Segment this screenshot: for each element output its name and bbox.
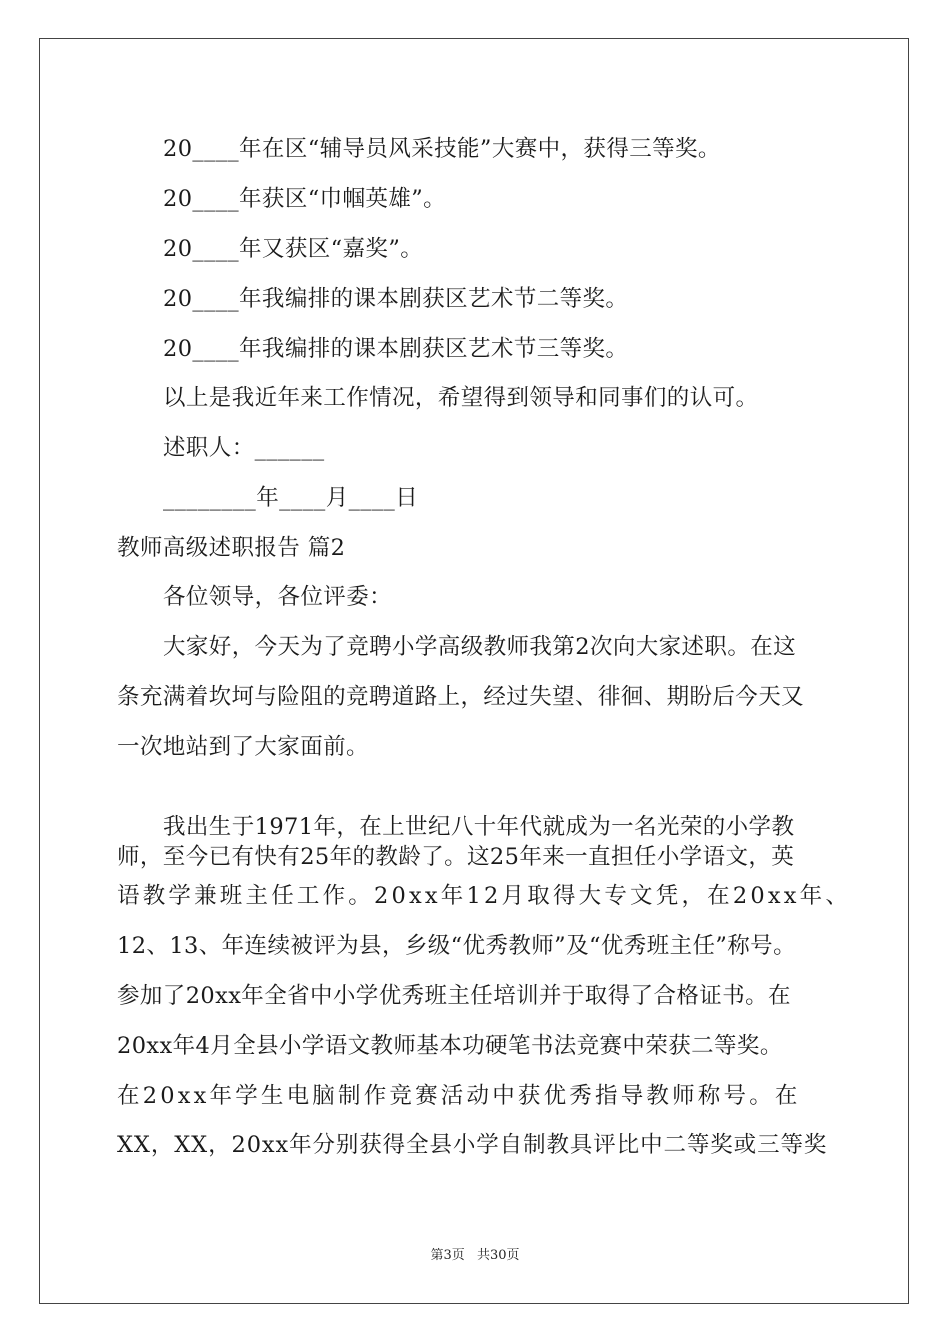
paragraph-line: 语教学兼班主任工作。20xx年12月取得大专文凭，在20xx年、 [117,883,852,909]
paragraph-line: 一次地站到了大家面前。 [117,734,369,760]
award-line-5: 20____年我编排的课本剧获区艺术节三等奖。 [163,336,629,362]
section-heading: 教师高级述职报告 篇2 [117,535,346,561]
page-footer [0,1247,950,1265]
paragraph-line: 在20xx年学生电脑制作竞赛活动中获优秀指导教师称号。在 [117,1083,801,1109]
signature-line: 述职人：______ [163,435,325,461]
award-line-2: 20____年获区“巾帼英雄”。 [163,186,447,212]
salutation: 各位领导，各位评委： [163,584,393,610]
paragraph-line: 大家好，今天为了竞聘小学高级教师我第2次向大家述职。在这 [163,634,797,660]
date-line: ________年____月____日 [163,485,419,511]
page-border [39,38,909,1304]
award-line-1: 20____年在区“辅导员风采技能”大赛中，获得三等奖。 [163,136,721,162]
page-number: 第3页 [430,1248,465,1263]
paragraph-line: 条充满着坎坷与险阻的竞聘道路上，经过失望、徘徊、期盼后今天又 [117,684,805,710]
paragraph-line: 参加了20xx年全省中小学优秀班主任培训并于取得了合格证书。在 [117,983,791,1009]
paragraph-line: 我出生于1971年，在上世纪八十年代就成为一名光荣的小学教 [163,814,795,840]
award-line-4: 20____年我编排的课本剧获区艺术节二等奖。 [163,286,629,312]
award-line-3: 20____年又获区“嘉奖”。 [163,236,424,262]
page-total: 共30页 [476,1248,520,1263]
paragraph-line: 20xx年4月全县小学语文教师基本功硬笔书法竞赛中荣获二等奖。 [117,1033,783,1059]
paragraph-line: 12、13、年连续被评为县，乡级“优秀教师”及“优秀班主任”称号。 [117,933,796,959]
paragraph-line: XX，XX，20xx年分别获得全县小学自制教具评比中二等奖或三等奖 [117,1132,828,1158]
paragraph-line: 师，至今已有快有25年的教龄了。这25年来一直担任小学语文，英 [117,844,795,870]
closing-line: 以上是我近年来工作情况，希望得到领导和同事们的认可。 [163,385,759,411]
